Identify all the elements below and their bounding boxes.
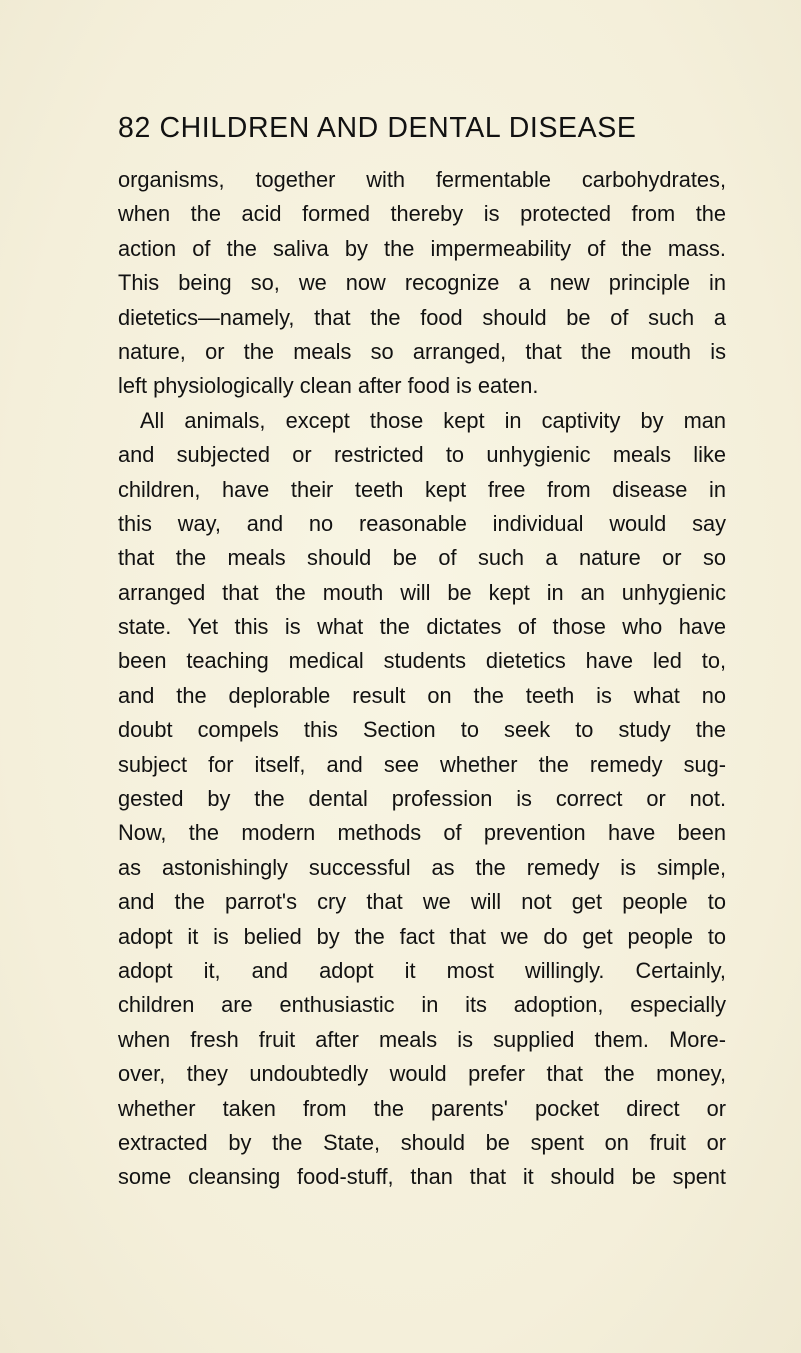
text-line: dietetics—namely, that the food should be of such a [118,304,726,330]
text-line: All animals, except those kept in captivity by man [140,407,726,433]
body-text [118,163,726,1195]
text-line: action of the saliva by the impermeability of the mass. [118,235,726,261]
text-line: doubt compels this Section to seek to study the [118,717,726,743]
text-line: and the parrot's cry that we will not get people to [118,889,726,915]
text-line: that the meals should be of such a nature or so [118,545,726,571]
text-line: arranged that the mouth will be kept in an unhygienic [118,579,726,605]
text-line: gested by the dental profession is correct or not. [118,786,726,812]
chapter-title: CHILDREN AND DENTAL DISEASE [159,112,637,144]
text-line: Now, the modern methods of prevention have been [118,820,726,846]
text-line: been teaching medical students dietetics have led to, [118,648,726,674]
text-line: This being so, we now recognize a new principle in [118,270,726,296]
text-line: this way, and no reasonable individual would say [118,510,726,536]
text-line: nature, or the meals so arranged, that the mouth is [118,338,726,364]
text-line: children are enthusiastic in its adoption, especially [118,992,726,1018]
text-line: organisms, together with fermentable carbohydrates, [118,167,726,192]
text-line: state. Yet this is what the dictates of those who have [118,614,726,640]
text-line: adopt it is belied by the fact that we do get people to [118,923,726,949]
text-line: and subjected or restricted to unhygienic meals like [118,442,726,468]
text-line: and the deplorable result on the teeth is what no [118,682,726,708]
page-number: 82 [118,112,151,144]
text-line: adopt it, and adopt it most willingly. Certainly, [118,957,726,983]
text-line: extracted by the State, should be spent on fruit or [118,1129,726,1155]
text-line: when fresh fruit after meals is supplied them. More- [118,1026,726,1052]
text-line: when the acid formed thereby is protected from the [118,201,726,227]
text-line: some cleansing food-stuff, than that it should be spent [118,1164,726,1190]
text-line: children, have their teeth kept free from disease in [118,476,726,502]
text-line: as astonishingly successful as the remedy is simple, [118,854,726,880]
text-line: over, they undoubtedly would prefer that the money, [118,1061,726,1087]
text-line: whether taken from the parents' pocket direct or [118,1095,726,1121]
running-head [118,110,748,146]
text-line: left physiologically clean after food is eaten. [118,373,539,399]
text-line: subject for itself, and see whether the remedy sug- [118,751,726,777]
